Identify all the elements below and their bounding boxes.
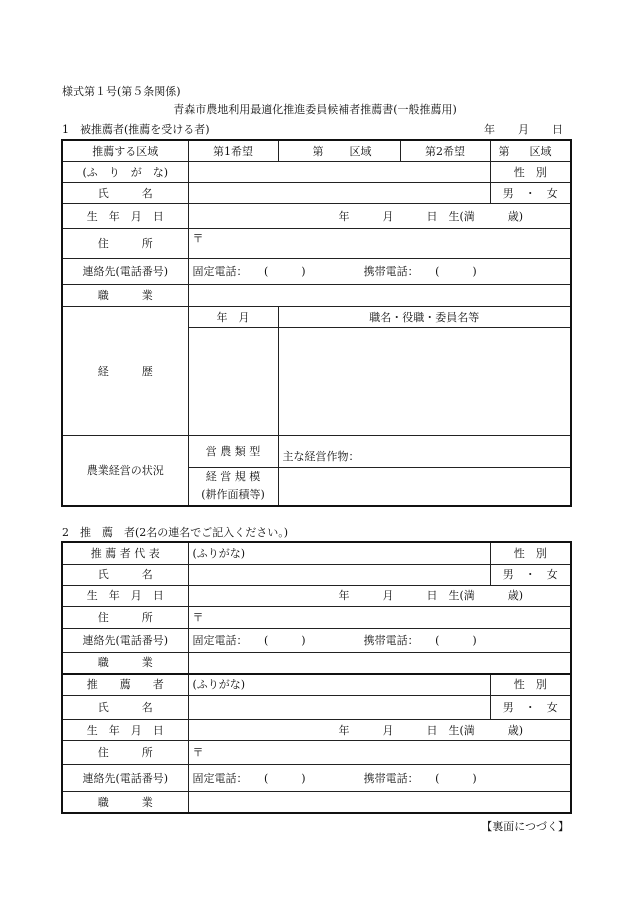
section1-heading: 1 被推薦者(推薦を受ける者)	[62, 123, 210, 136]
rep1-label: 推 薦 者 代 表	[62, 542, 188, 564]
birth-label: 生 年 月 日	[62, 204, 188, 229]
name-input[interactable]	[188, 183, 490, 204]
first-choice-label: 第1希望	[188, 140, 278, 162]
rep1-postal-mark: 〒	[192, 610, 204, 624]
gender-value[interactable]: 男 ・ 女	[490, 183, 571, 204]
rep2-contact-input[interactable]	[188, 765, 571, 792]
farm-crop-input[interactable]	[278, 436, 571, 468]
rep1-job-input[interactable]	[188, 652, 571, 674]
rep2-job-label: 職 業	[62, 792, 188, 814]
first-choice-area[interactable]	[278, 140, 400, 162]
second-choice-area[interactable]	[490, 140, 571, 162]
career-year-month-header: 年 月	[188, 307, 278, 328]
kuiki-label: 区域	[349, 144, 372, 158]
rep1-landline-label: 固定電話： ( )	[192, 633, 306, 647]
rep1-birth-input[interactable]: 年 月 日 生(満 歳)	[188, 585, 571, 606]
address-input[interactable]	[188, 229, 571, 259]
rep2-furigana-label: (ふりがな)	[192, 678, 246, 692]
section2-heading: 2 推 薦 者(2名の連名でご記入ください。)	[62, 526, 289, 539]
gender-label: 性 別	[490, 162, 571, 183]
rep2-job-input[interactable]	[188, 792, 571, 814]
job-input[interactable]	[188, 285, 571, 307]
career-title-header: 職名・役職・委員名等	[278, 307, 571, 328]
farm-type-label: 営 農 類 型	[188, 436, 278, 468]
rep1-furigana-input[interactable]	[188, 542, 490, 564]
farm-crop-label: 主な経営作物：	[282, 450, 360, 463]
birth-input[interactable]: 年 月 日 生(満 歳)	[188, 204, 571, 229]
rep1-address-input[interactable]	[188, 606, 571, 628]
date-month: 月	[518, 123, 529, 136]
farm-scale-label: 経 営 規 模 (耕作面積等)	[188, 468, 278, 506]
rep2-contact-label: 連絡先(電話番号)	[62, 765, 188, 792]
rep1-gender-value[interactable]: 男 ・ 女	[490, 564, 571, 585]
form-title: 青森市農地利用最適化推進委員候補者推薦書(一般推薦用)	[173, 103, 457, 116]
postal-mark: 〒	[192, 232, 204, 245]
rep2-gender-value[interactable]: 男 ・ 女	[490, 696, 571, 720]
mobile-label: 携帯電話： ( )	[363, 265, 477, 278]
area-label: 推薦する区域	[62, 140, 188, 162]
rep1-mobile-label: 携帯電話： ( )	[363, 633, 477, 647]
rep1-gender-label: 性 別	[490, 542, 571, 564]
contact-input[interactable]	[188, 259, 571, 285]
rep2-name-input[interactable]	[188, 696, 490, 720]
furigana-input[interactable]	[188, 162, 490, 183]
rep1-contact-input[interactable]	[188, 628, 571, 652]
career-year-month-input[interactable]	[188, 328, 278, 436]
rep1-birth-label: 生 年 月 日	[62, 585, 188, 606]
rep2-label: 推 薦 者	[62, 674, 188, 696]
rep1-address-label: 住 所	[62, 606, 188, 628]
rep1-job-label: 職 業	[62, 652, 188, 674]
date-day: 日	[552, 123, 563, 136]
job-label: 職 業	[62, 285, 188, 307]
rep1-name-label: 氏 名	[62, 564, 188, 585]
rep2-gender-label: 性 別	[490, 674, 571, 696]
name-label: 氏 名	[62, 183, 188, 204]
nominee-table	[61, 139, 572, 507]
rep2-postal-mark: 〒	[192, 746, 204, 759]
landline-label: 固定電話： ( )	[192, 265, 306, 278]
furigana-label: (ふ り が な)	[62, 162, 188, 183]
rep2-birth-label: 生 年 月 日	[62, 720, 188, 741]
farm-label: 農業経営の状況	[62, 436, 188, 506]
dai-label: 第	[312, 144, 324, 158]
career-label: 経 歴	[62, 307, 188, 436]
rep2-address-input[interactable]	[188, 741, 571, 765]
rep2-furigana-input[interactable]	[188, 674, 490, 696]
dai2-label: 第	[498, 144, 510, 158]
rep2-address-label: 住 所	[62, 741, 188, 765]
career-title-input[interactable]	[278, 328, 571, 436]
rep2-mobile-label: 携帯電話： ( )	[363, 771, 477, 785]
rep1-furigana-label: (ふりがな)	[192, 546, 246, 560]
form-number: 様式第１号(第５条関係)	[62, 85, 181, 98]
rep1-name-input[interactable]	[188, 564, 490, 585]
date-year: 年	[484, 123, 495, 136]
contact-label: 連絡先(電話番号)	[62, 259, 188, 285]
continued-note: 【裏面につづく】	[481, 820, 569, 833]
second-choice-label: 第2希望	[400, 140, 490, 162]
kuiki2-label: 区域	[529, 144, 552, 158]
address-label: 住 所	[62, 229, 188, 259]
rep2-landline-label: 固定電話： ( )	[192, 771, 306, 785]
rep2-name-label: 氏 名	[62, 696, 188, 720]
farm-scale-input[interactable]	[278, 468, 571, 506]
recommender-table	[61, 541, 572, 814]
rep2-birth-input[interactable]: 年 月 日 生(満 歳)	[188, 720, 571, 741]
rep1-contact-label: 連絡先(電話番号)	[62, 628, 188, 652]
